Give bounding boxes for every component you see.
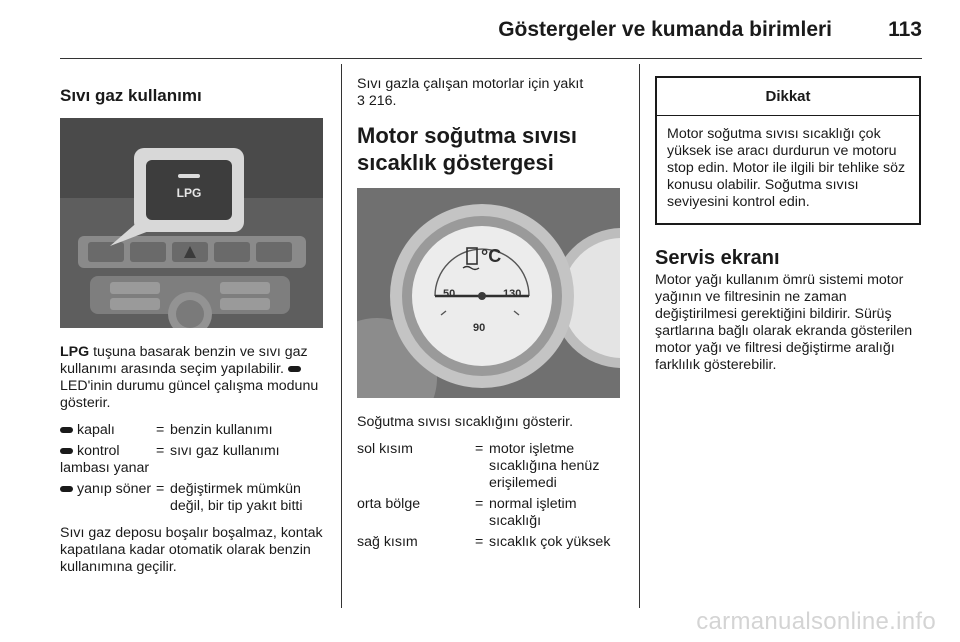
column-service xyxy=(655,76,921,374)
page-header-title: Göstergeler ve kumanda birimleri xyxy=(498,18,832,41)
lpg-key-label: LPG xyxy=(60,344,90,360)
table-equals: = xyxy=(156,481,165,497)
coolant-zone-def-left: motor işletme sıcaklığına henüz erişilemedi xyxy=(489,441,600,491)
led-state-def-on: sıvı gaz kullanımı xyxy=(170,443,280,459)
table-equals: = xyxy=(156,443,165,459)
led-state-term-off: kapalı xyxy=(60,422,156,439)
table-equals: = xyxy=(156,422,165,438)
lpg-intro-text: Sıvı gazla çalışan motorlar için yakıt 3 216. xyxy=(357,76,584,109)
service-heading: Servis ekranı xyxy=(655,247,780,269)
led-state-term-flashing: yanıp söner xyxy=(60,481,156,515)
column-divider-left xyxy=(341,64,342,608)
coolant-zone-term-middle: orta bölge xyxy=(357,496,421,512)
service-text: Motor yağı kullanım ömrü sistemi motor yağının ve filtresinin ne zaman değiştirilmesi gerektiğini bildirir. Sürüş şartlarına bağlı olarak ekranda gösterilen motor yağı ve filtresi değiştirme aralığı farklılık gösterebilir. xyxy=(655,272,913,373)
gauge-unit: °C xyxy=(481,246,502,266)
coolant-caption: Soğutma sıvısı sıcaklığını gösterir. xyxy=(357,414,574,430)
caution-box xyxy=(655,76,921,225)
coolant-zone-def-middle: normal işletim sıcaklığı xyxy=(489,496,577,529)
led-indicator-icon xyxy=(288,366,301,372)
column-coolant xyxy=(357,76,623,561)
led-indicator-icon xyxy=(60,486,73,492)
column-divider-right xyxy=(639,64,640,608)
lpg-dashboard-illustration xyxy=(60,118,323,328)
coolant-zone-term-left: sol kısım xyxy=(357,441,413,457)
column-lpg xyxy=(60,76,326,576)
coolant-gauge-illustration xyxy=(357,188,620,398)
coolant-zone-term-right: sağ kısım xyxy=(357,534,418,550)
gauge-label-50: 50 xyxy=(443,288,456,300)
led-state-def-flashing: değiştirmek mümkün değil, bir tip yakıt bitti xyxy=(170,481,303,514)
gauge-label-130: 130 xyxy=(503,288,522,300)
lpg-paragraph xyxy=(60,344,326,412)
lpg-led-state-table xyxy=(60,422,326,515)
led-state-def-off: benzin kullanımı xyxy=(170,422,273,438)
page-number: 113 xyxy=(888,18,922,41)
caution-text: Motor soğutma sıvısı sıcaklığı çok yüksek ise aracı durdurun ve motoru stop edin. Motor ile ilgili bir tehlike söz konusu olabilir. Soğutma sıvısı seviyesini kontrol edin. xyxy=(667,126,906,210)
page-reference: 3 216. xyxy=(357,93,397,109)
lpg-paragraph-text: tuşuna basarak benzin ve sıvı gaz kullanımı arasında seçim yapılabilir. xyxy=(60,344,308,377)
coolant-heading: Motor soğutma sıvısı sıcaklık göstergesi xyxy=(357,123,578,175)
coolant-zone-def-right: sıcaklık çok yüksek xyxy=(489,534,611,550)
table-equals: = xyxy=(475,496,484,512)
lpg-dashboard-figure xyxy=(60,118,323,328)
watermark: carmanualsonline.info xyxy=(696,608,936,635)
lpg-tank-empty-paragraph: Sıvı gaz deposu boşalır boşalmaz, kontak kapatılana kadar otomatik olarak benzin kullanımına geçilir. xyxy=(60,525,323,575)
caution-title: Dikkat xyxy=(657,78,919,116)
lpg-button-label: LPG xyxy=(176,186,202,200)
gauge-label-90: 90 xyxy=(473,322,486,334)
table-equals: = xyxy=(475,534,484,550)
coolant-zone-table xyxy=(357,441,623,551)
lpg-heading: Sıvı gaz kullanımı xyxy=(60,86,202,105)
led-state-term-on: kontrol lambası yanar xyxy=(60,443,150,476)
led-indicator-icon xyxy=(60,427,73,433)
led-indicator-icon xyxy=(60,448,73,454)
lpg-paragraph-tail: LED'inin durumu güncel çalışma modunu gösterir. xyxy=(60,378,319,411)
header-rule xyxy=(60,58,922,59)
coolant-gauge-figure xyxy=(357,188,620,398)
table-equals: = xyxy=(475,441,484,457)
